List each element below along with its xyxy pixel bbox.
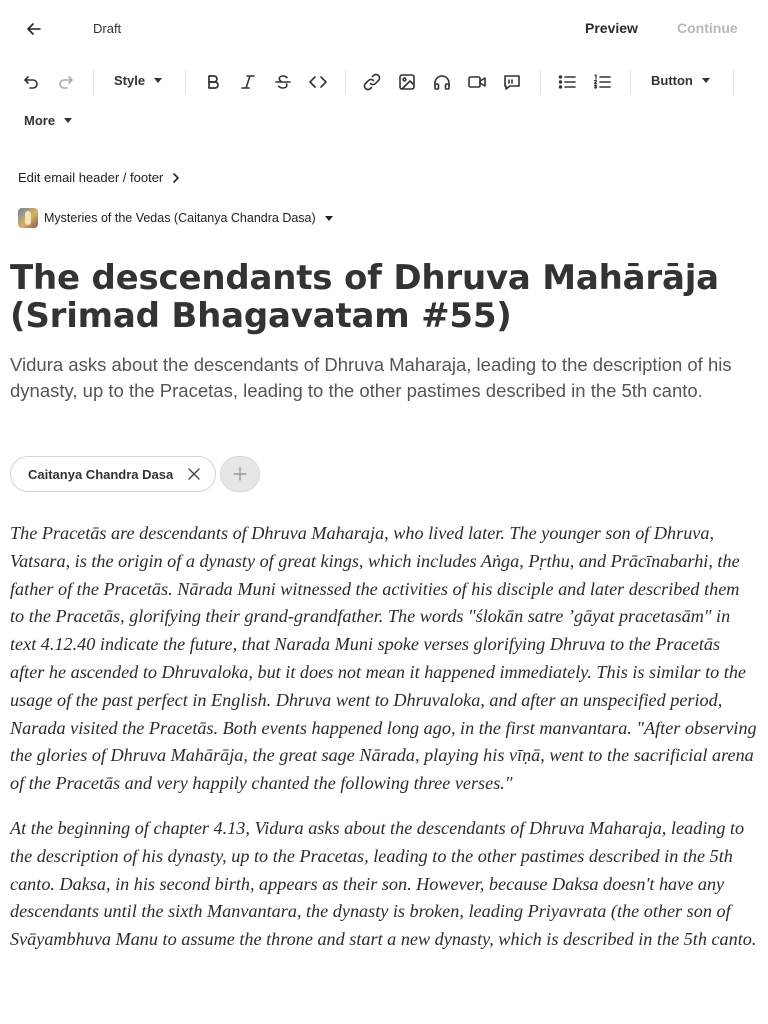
plus-icon — [232, 466, 248, 482]
bullet-list-button[interactable] — [553, 68, 581, 96]
video-button[interactable] — [463, 68, 491, 96]
numbered-list-button[interactable] — [588, 68, 616, 96]
publication-name: Mysteries of the Vedas (Caitanya Chandra Dasa) — [44, 211, 316, 225]
toolbar-divider — [540, 70, 541, 94]
code-icon — [308, 72, 328, 92]
edit-email-header-footer-link[interactable] — [18, 170, 181, 185]
caret-down-icon — [325, 216, 333, 221]
button-dropdown-label: Button — [651, 73, 693, 88]
continue-button[interactable]: Continue — [677, 20, 738, 36]
publication-avatar — [18, 208, 38, 228]
edit-email-header-footer-label: Edit email header / footer — [18, 170, 164, 185]
strikethrough-icon — [273, 72, 293, 92]
remove-author-button[interactable] — [187, 467, 201, 481]
code-button[interactable] — [304, 68, 332, 96]
post-subtitle[interactable]: Vidura asks about the descendants of Dhruva Maharaja, leading to the description of his dynasty, up to the Pracetas, leading to the other pastimes described in the 5th canto. — [10, 354, 732, 401]
more-dropdown-label: More — [24, 113, 56, 128]
bullet-list-icon — [557, 72, 577, 92]
undo-icon — [21, 72, 41, 92]
preview-button[interactable]: Preview — [585, 20, 638, 36]
back-button[interactable] — [20, 15, 48, 43]
bold-button[interactable] — [199, 68, 227, 96]
toolbar-divider — [345, 70, 346, 94]
author-chip — [10, 456, 216, 492]
formatting-toolbar — [0, 62, 768, 102]
caret-down-icon — [702, 78, 710, 83]
redo-icon — [56, 72, 76, 92]
italic-button[interactable] — [234, 68, 262, 96]
style-dropdown-label: Style — [114, 73, 146, 88]
undo-button[interactable] — [17, 68, 45, 96]
caret-down-icon — [64, 118, 72, 123]
link-icon — [362, 72, 382, 92]
author-name: Caitanya Chandra Dasa — [28, 466, 174, 482]
body-paragraph[interactable]: At the beginning of chapter 4.13, Vidura asks about the descendants of Dhruva Maharaja, leading to the description of his dynasty, up to the Pracetas, leading to the other pastimes described in the 5th canto. Daksa, in his second birth, appears as their son. However, because Daksa doesn't have any descendants until the sixth Manvantara, the dynasty is broken, leading Priyavrata (the other son of Svāyambhuva Manu to assume the throne and start a new dynasty, which is described in the 5th canto. — [10, 818, 757, 950]
link-button[interactable] — [358, 68, 386, 96]
image-button[interactable] — [393, 68, 421, 96]
audio-button[interactable] — [428, 68, 456, 96]
draft-status-label: Draft — [93, 21, 122, 36]
toolbar-divider — [185, 70, 186, 94]
toolbar-divider — [630, 70, 631, 94]
chevron-right-icon — [171, 172, 181, 184]
body-paragraph[interactable]: The Pracetās are descendants of Dhruva Maharaja, who lived later. The younger son of Dhruva, Vatsara, is the origin of a dynasty of great kings, which includes Aṅga, Pṛthu, and Prācīnabarhi, the father of the Pracetās. Nārada Muni witnessed the activities of his disciple and later described them to the Pracetās, glorifying their grand-grandfather. The words "ślokān satre ’gāyat pracetasām" in text 4.12.40 indicate the future, that Narada Muni spoke verses glorifying Dhruva to the Pracetās after he ascended to Dhruvaloka, but it does not mean it happened immediately. This is similar to the usage of the past perfect in English. Dhruva went to Dhruvaloka, and after an unspecified period, Narada visited the Pracetās. Both events happened long ago, in the first manvantara. "After observing the glories of Dhruva Mahārāja, the great sage Nārada, playing his vīṇā, went to the sacrificial arena of the Pracetās and very happily chanted the following three verses." — [10, 523, 757, 794]
video-icon — [467, 72, 487, 92]
caret-down-icon — [154, 78, 162, 83]
add-author-button[interactable] — [220, 456, 260, 492]
close-icon — [187, 467, 201, 481]
top-bar — [0, 0, 768, 58]
quote-button[interactable] — [498, 68, 526, 96]
more-dropdown[interactable] — [24, 113, 72, 128]
numbered-list-icon — [592, 72, 612, 92]
style-dropdown[interactable] — [114, 73, 162, 88]
italic-icon — [238, 72, 258, 92]
back-arrow-icon — [26, 21, 42, 37]
bold-icon — [203, 72, 223, 92]
post-title[interactable]: The descendants of Dhruva Mahārāja (Srimad Bhagavatam #55) — [10, 258, 719, 336]
toolbar-divider — [93, 70, 94, 94]
toolbar-divider — [733, 70, 734, 94]
image-icon — [397, 72, 417, 92]
audio-icon — [432, 72, 452, 92]
publication-selector[interactable] — [18, 208, 333, 228]
quote-icon — [502, 72, 522, 92]
button-dropdown[interactable] — [651, 73, 710, 88]
strikethrough-button[interactable] — [269, 68, 297, 96]
redo-button[interactable] — [52, 68, 80, 96]
